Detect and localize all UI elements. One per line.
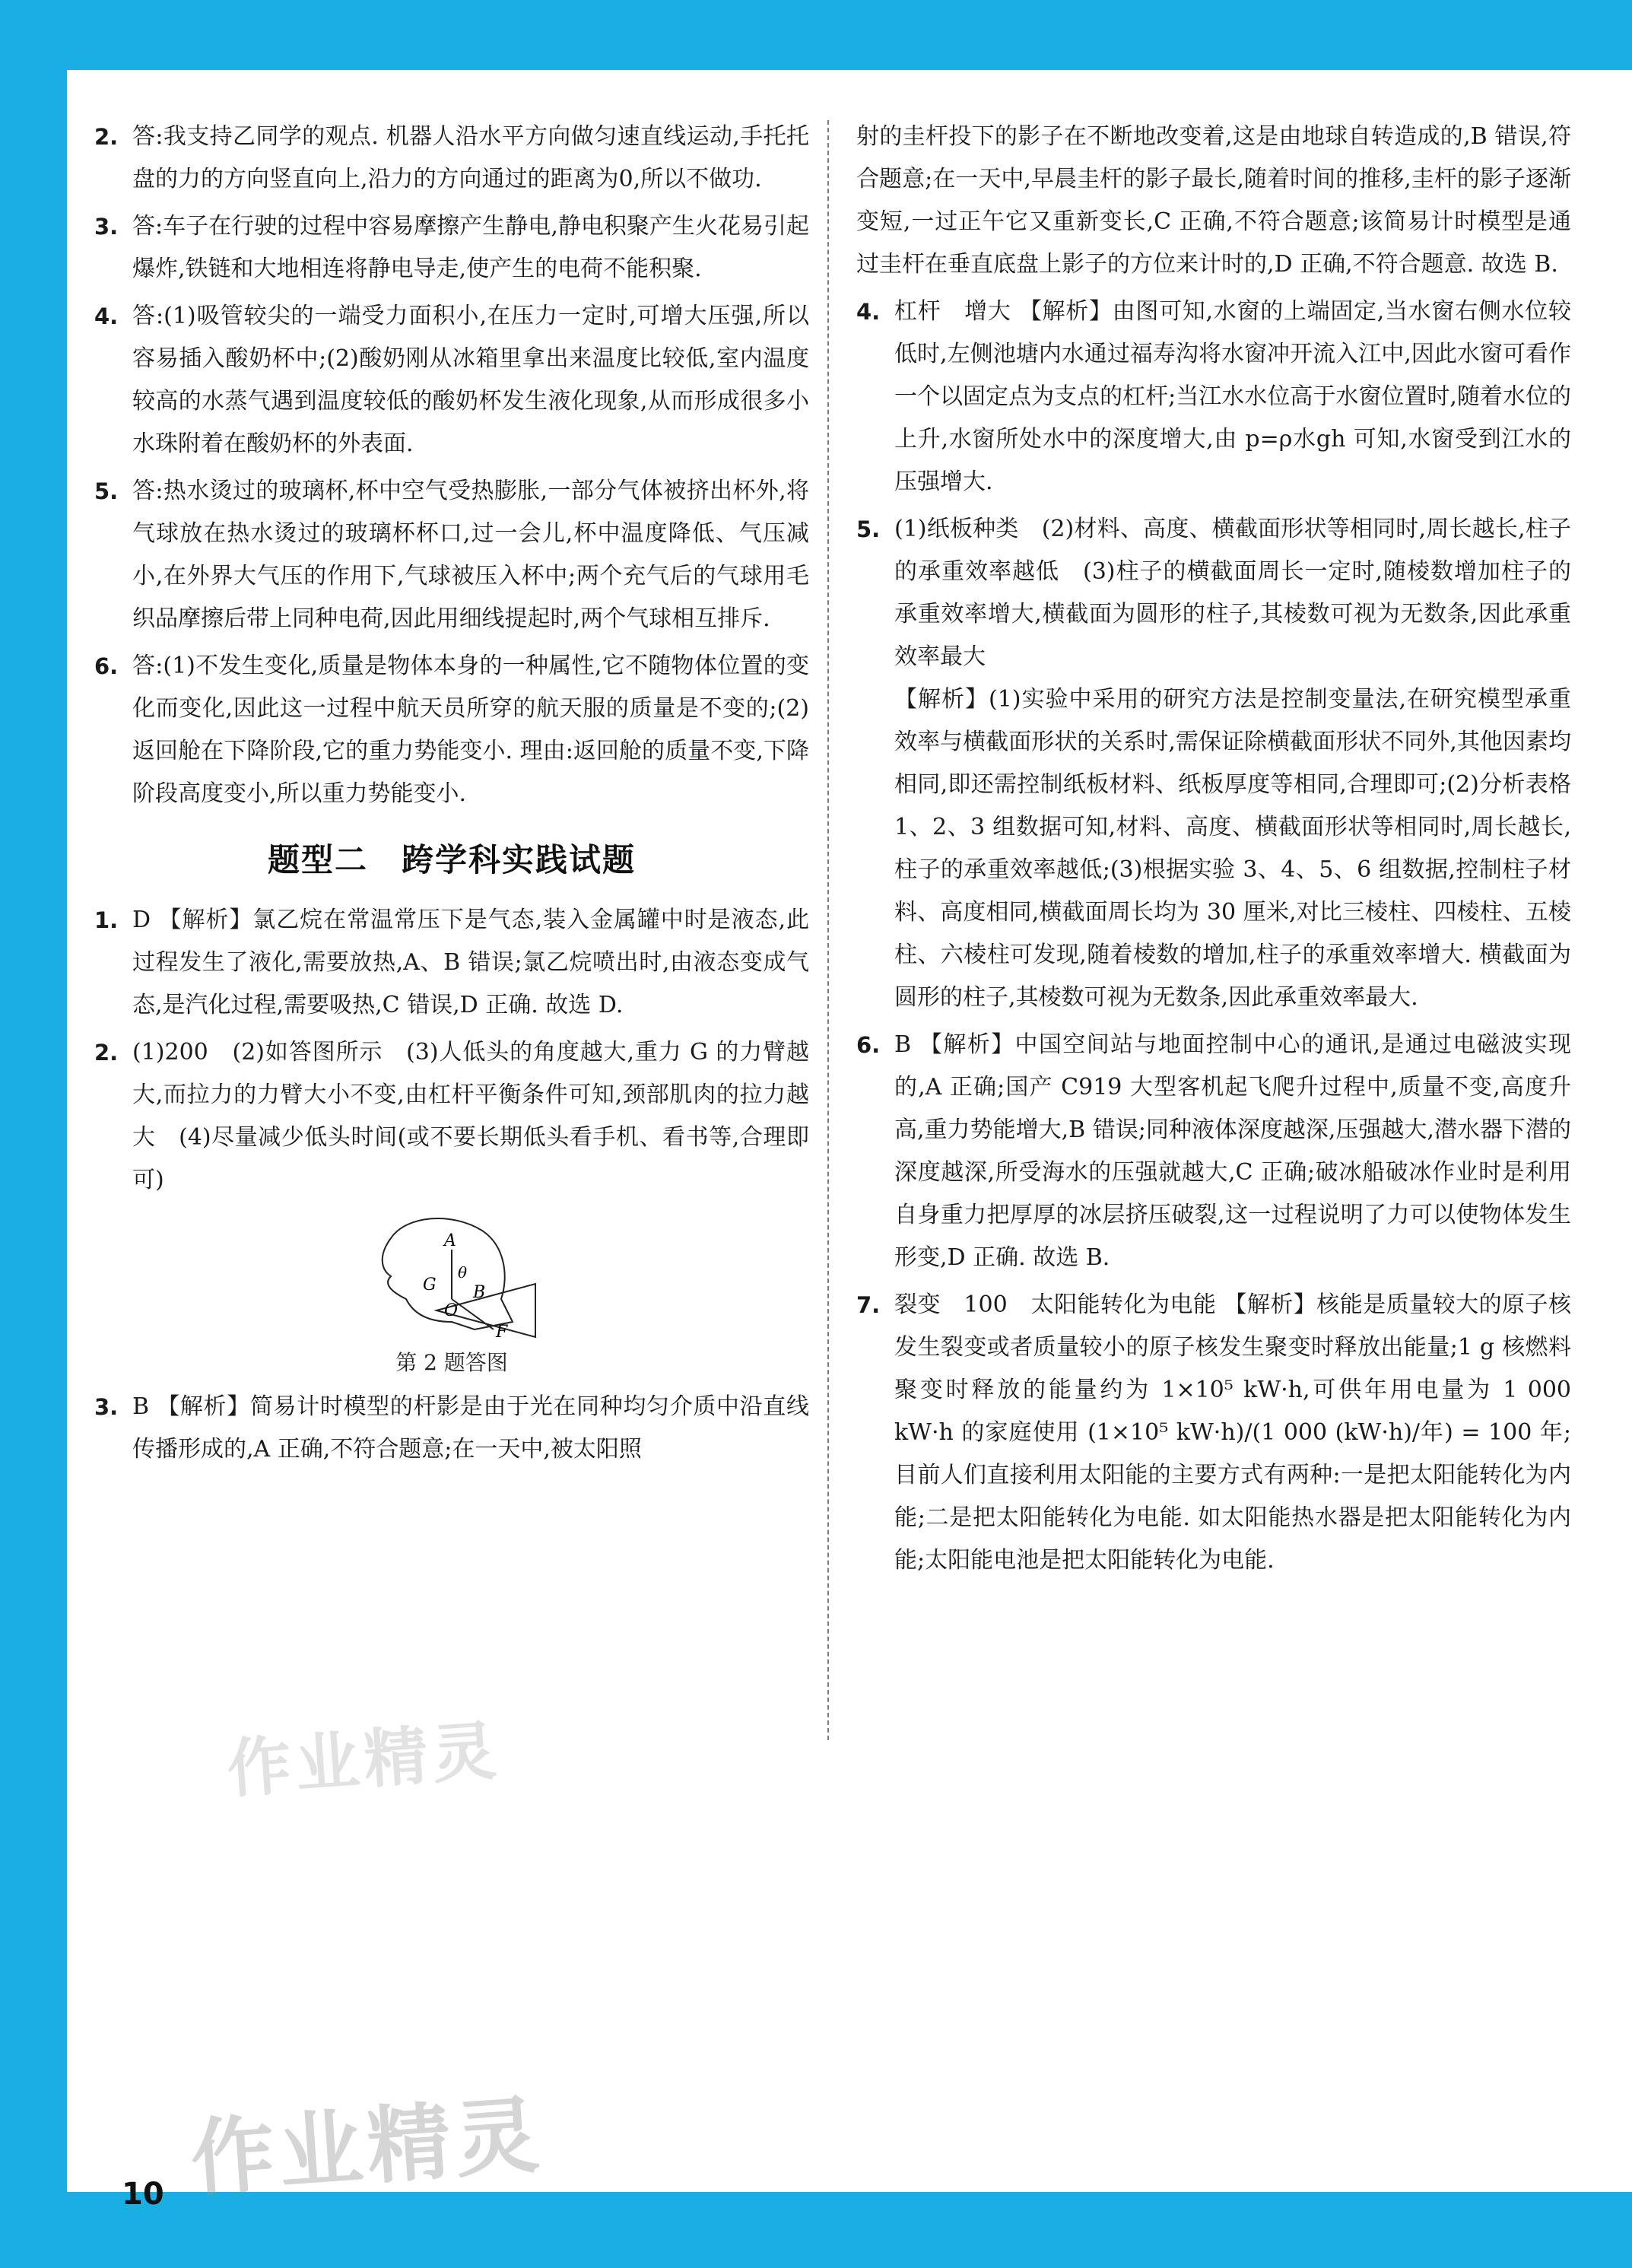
- item-number: 5.: [94, 478, 119, 504]
- item-analysis: 【解析】(1)实验中采用的研究方法是控制变量法,在研究模型承重效率与横截面形状的关系时,需保证除横截面形状不同外,其他因素均相同,即还需控制纸板材料、纸板厚度等相同,合理即可;(2)分析表格 1、2、3 组数据可知,材料、高度、横截面形状等相同时,周长越长,柱子的承重效率越低;(3)根据实验 3、4、5、6 组数据,控制柱子材料、高度相同,横截面周长均为 30 厘米,对比三棱柱、四棱柱、五棱柱、六棱柱可发现,随着棱数的增加,柱子的承重效率增大. 横截面为圆形的柱子,其棱数可视为无数条,因此承重效率最大.: [894, 686, 1571, 1011]
- item-text: 答:(1)不发生变化,质量是物体本身的一种属性,它不随物体位置的变化而变化,因此这一过程中航天员所穿的航天服的质量是不变的;(2)返回舱在下降阶段,它的重力势能变小. 理由:返回舱的质量不变,下降阶段高度变小,所以重力势能变小.: [132, 653, 809, 807]
- answer-figure: [94, 1208, 809, 1378]
- item-text: 答:热水烫过的玻璃杯,杯中空气受热膨胀,一部分气体被挤出杯外,将气球放在热水烫过的玻璃杯杯口,过一会儿,杯中温度降低、气压减小,在外界大气压的作用下,气球被压入杯中;两个充气后的气球用毛织品摩擦后带上同种电荷,因此用细线提起时,两个气球相互排斥.: [132, 478, 809, 632]
- item-number: 6.: [94, 653, 119, 679]
- item-number: 7.: [856, 1292, 881, 1318]
- label-f: F: [496, 1323, 508, 1342]
- answer-item: [94, 295, 809, 465]
- item-number: 3.: [94, 214, 119, 240]
- figure-caption: 第 2 题答图: [395, 1350, 508, 1375]
- item-number: 1.: [94, 907, 119, 933]
- force-arrow: [452, 1299, 494, 1329]
- item-number: 6.: [856, 1032, 881, 1058]
- answer-item: [94, 470, 809, 640]
- page-number: 10: [122, 2177, 164, 2212]
- right-column: [856, 116, 1571, 1587]
- item-text: 答:我支持乙同学的观点. 机器人沿水平方向做匀速直线运动,手托托盘的力的方向竖直向上,沿力的方向通过的距离为0,所以不做功.: [132, 123, 809, 192]
- label-a: A: [444, 1231, 456, 1250]
- item-text: B 【解析】简易计时模型的杆影是由于光在同种均匀介质中沿直线传播形成的,A 正确,不符合题意;在一天中,被太阳照: [132, 1393, 809, 1463]
- watermark-footer: 作业精灵: [187, 2085, 547, 2209]
- answer-item: [94, 1031, 809, 1202]
- answer-item: [856, 1024, 1571, 1279]
- item-number: 4.: [856, 299, 881, 325]
- answer-item: [94, 645, 809, 815]
- left-column: [94, 116, 809, 1475]
- item-text: D 【解析】氯乙烷在常温常压下是气态,装入金属罐中时是液态,此过程发生了液化,需要放热,A、B 错误;氯乙烷喷出时,由液态变成气态,是汽化过程,需要吸热,C 错误,D 正确. 故选 D.: [132, 907, 809, 1018]
- item-number: 3.: [94, 1394, 119, 1420]
- answer-item: [856, 1284, 1571, 1582]
- answer-item: [856, 291, 1571, 503]
- answer-item: [94, 1386, 809, 1471]
- head-lever-diagram: [360, 1208, 543, 1345]
- label-g: G: [423, 1275, 437, 1294]
- answer-item: [94, 899, 809, 1027]
- answer-item: [94, 205, 809, 291]
- item-text: 裂变 100 太阳能转化为电能 【解析】核能是质量较大的原子核发生裂变或者质量较小的原子核发生聚变时释放出能量;1 g 核燃料聚变时释放的能量约为 1×10⁵ kW·h,可供年用电量为 1 000 kW·h 的家庭使用 (1×10⁵ kW·h)/(1 000 (kW·h)/年) = 100 年;目前人们直接利用太阳能的主要方式有两种:一是把太阳能转化为内能;二是把太阳能转化为电能. 如太阳能热水器是把太阳能转化为内能;太阳能电池是把太阳能转化为电能.: [894, 1291, 1571, 1574]
- item-text: 答:车子在行驶的过程中容易摩擦产生静电,静电积聚产生火花易引起爆炸,铁链和大地相连将静电导走,使产生的电荷不能积聚.: [132, 213, 809, 282]
- watermark: 作业精灵: [224, 1713, 503, 1807]
- answer-item: [94, 116, 809, 201]
- answer-item: [856, 508, 1571, 1019]
- item-text: B 【解析】中国空间站与地面控制中心的通讯,是通过电磁波实现的,A 正确;国产 C919 大型客机起飞爬升过程中,质量不变,高度升高,重力势能增大,B 错误;同种液体深度越深,压强越大,潜水器下潜的深度越深,所受海水的压强就越大,C 正确;破冰船破冰作业时是利用自身重力把厚厚的冰层挤压破裂,这一过程说明了力可以使物体发生形变,D 正确. 故选 B.: [894, 1031, 1571, 1271]
- continuation-text: [856, 116, 1571, 286]
- item-text: (1)200 (2)如答图所示 (3)人低头的角度越大,重力 G 的力臂越大,而拉力的力臂大小不变,由杠杆平衡条件可知,颈部肌肉的拉力越大 (4)尽量减少低头时间(或不要长期低头看手机、看书等,合理即可): [132, 1039, 809, 1193]
- item-number: 4.: [94, 303, 119, 329]
- item-number: 2.: [94, 1040, 119, 1066]
- item-text: 杠杆 增大 【解析】由图可知,水窗的上端固定,当水窗右侧水位较低时,左侧池塘内水通过福寿沟将水窗冲开流入江中,因此水窗可看作一个以固定点为支点的杠杆;当江水水位高于水窗位置时,随着水位的上升,水窗所处水中的深度增大,由 p=ρ水gh 可知,水窗受到江水的压强增大.: [894, 298, 1571, 495]
- item-text: 射的圭杆投下的影子在不断地改变着,这是由地球自转造成的,B 错误,符合题意;在一天中,早晨圭杆的影子最长,随着时间的推移,圭杆的影子逐渐变短,一过正午它又重新变长,C 正确,不符合题意;该简易计时模型是通过圭杆在垂直底盘上影子的方位来计时的,D 正确,不符合题意. 故选 B.: [856, 123, 1571, 278]
- item-text: (1)纸板种类 (2)材料、高度、横截面形状等相同时,周长越长,柱子的承重效率越低 (3)柱子的横截面周长一定时,随棱数增加柱子的承重效率增大,横截面为圆形的柱子,其棱数可视为无数条,因此承重效率最大: [894, 516, 1571, 670]
- section-title: 题型二 跨学科实践试题: [267, 841, 636, 878]
- item-text: 答:(1)吸管较尖的一端受力面积小,在压力一定时,可增大压强,所以容易插入酸奶杯中;(2)酸奶刚从冰箱里拿出来温度比较低,室内温度较高的水蒸气遇到温度较低的酸奶杯发生液化现象,从而形成很多小水珠附着在酸奶杯的外表面.: [132, 303, 809, 457]
- column-divider: [827, 120, 829, 1740]
- page: [67, 70, 1632, 2212]
- label-b: B: [473, 1283, 486, 1302]
- label-theta: θ: [458, 1263, 468, 1282]
- item-number: 5.: [856, 516, 881, 542]
- label-o: O: [444, 1301, 459, 1320]
- item-number: 2.: [94, 124, 119, 150]
